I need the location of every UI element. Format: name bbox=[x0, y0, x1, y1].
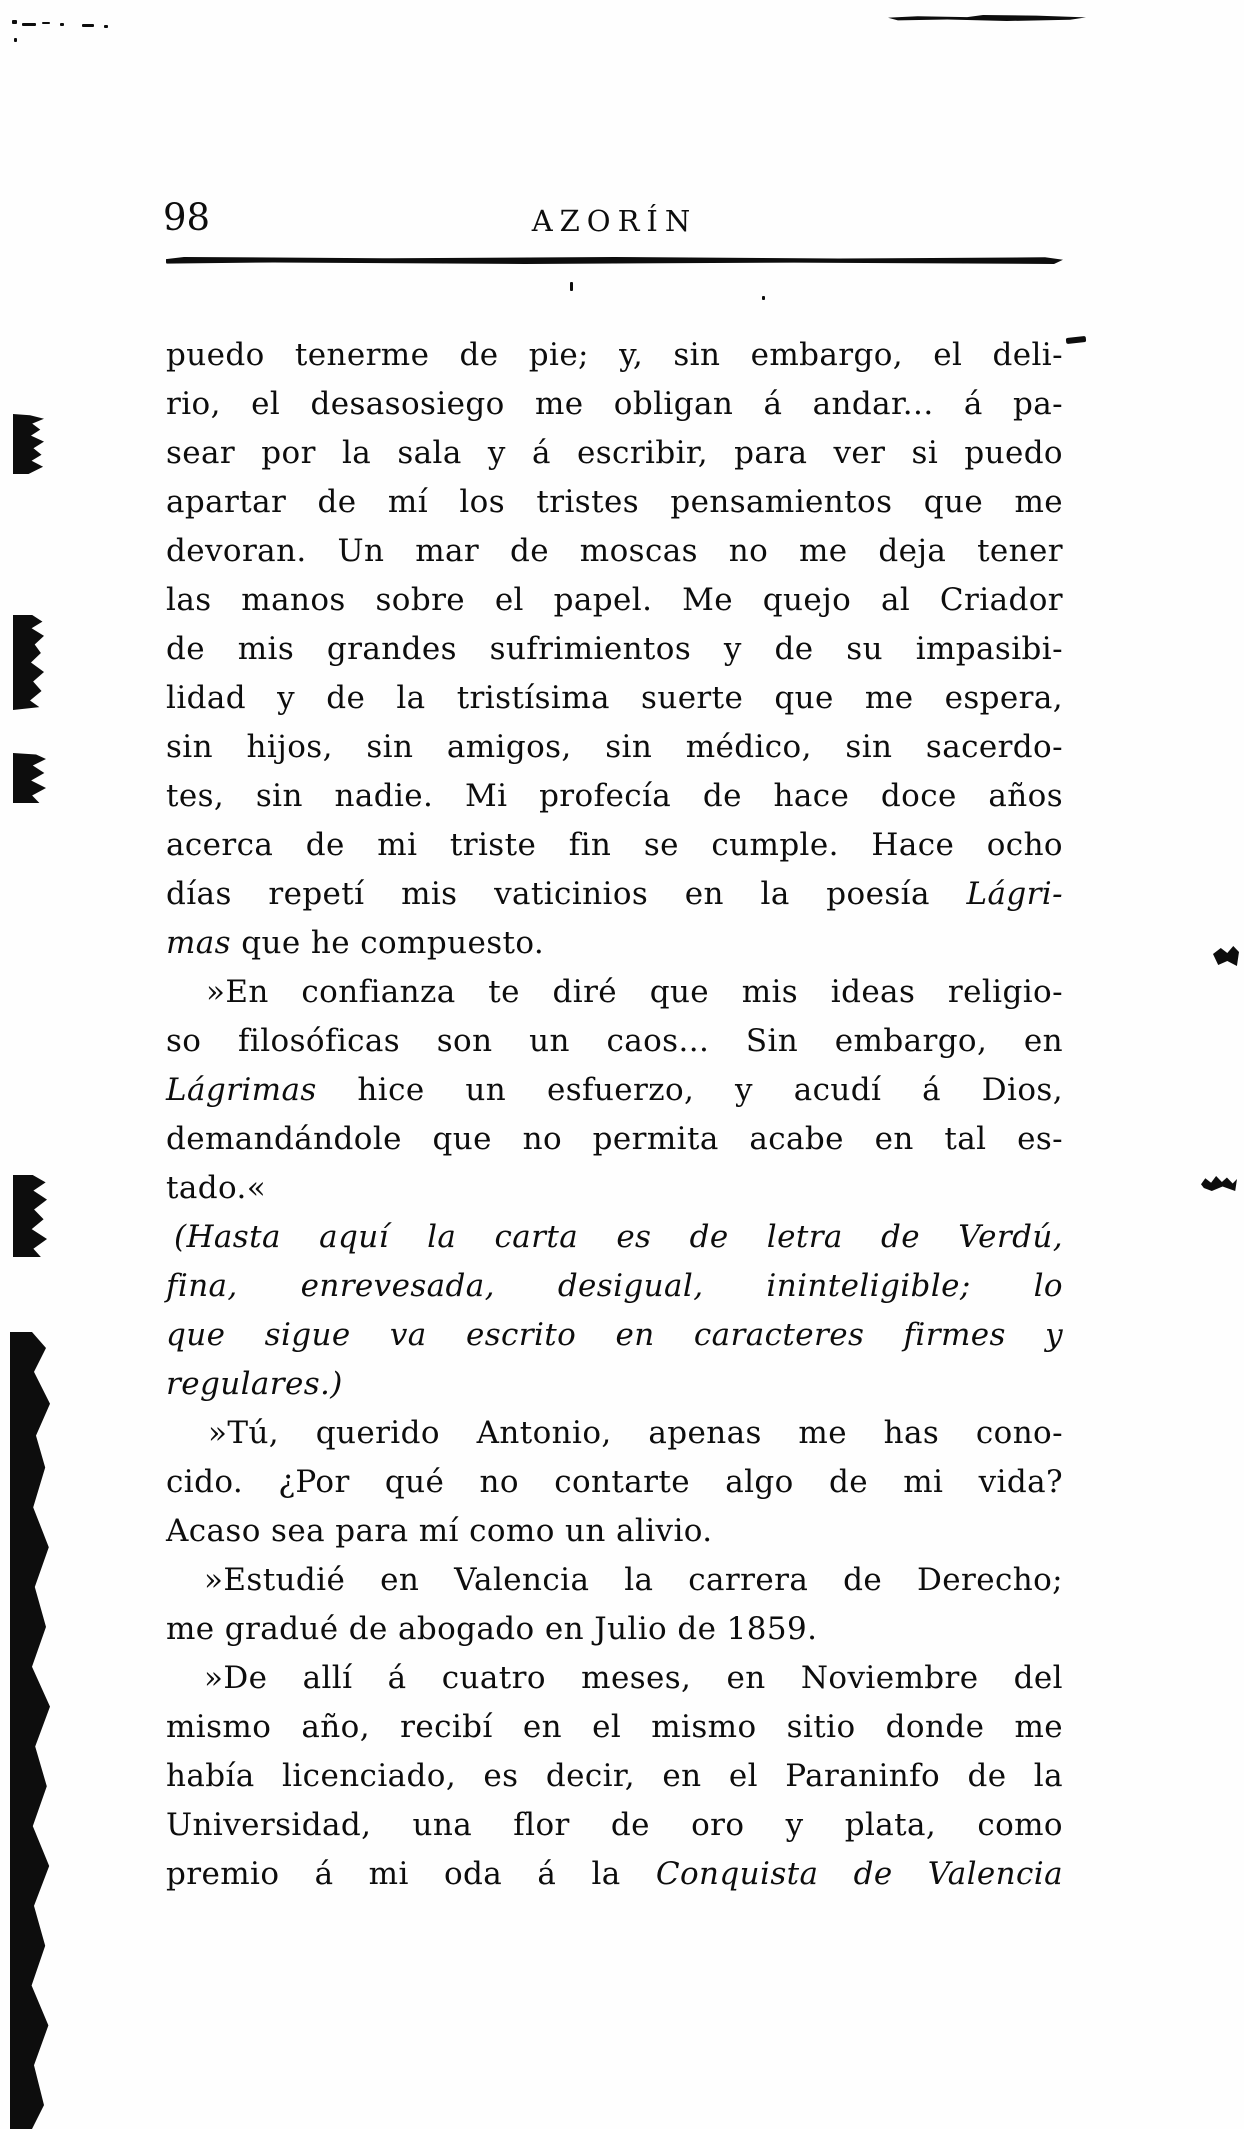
text-line: tes, sin nadie. Mi profecía de hace doce años bbox=[166, 778, 1063, 814]
page-number: 98 bbox=[163, 196, 211, 239]
ink-blob-left bbox=[13, 753, 46, 803]
top-right-scan-line bbox=[888, 15, 1086, 21]
text-line: so filosóficas son un caos... Sin embargo, en bbox=[166, 1023, 1063, 1059]
text-line: »Estudié en Valencia la carrera de Derecho; bbox=[204, 1562, 1063, 1598]
text-line: días repetí mis vaticinios en la poesía Lágri- bbox=[166, 876, 1063, 912]
text-line: fina, enrevesada, desigual, ininteligible; lo bbox=[166, 1268, 1063, 1304]
running-title: AZORÍN bbox=[531, 204, 698, 238]
text-line: devoran. Un mar de moscas no me deja tener bbox=[166, 533, 1063, 569]
text-line: me gradué de abogado en Julio de 1859. bbox=[166, 1611, 818, 1647]
scan-speck bbox=[570, 282, 573, 291]
text-line: (Hasta aquí la carta es de letra de Verdú, bbox=[174, 1219, 1063, 1255]
text-line: »En confianza te diré que mis ideas religio- bbox=[206, 974, 1063, 1010]
text-line: puedo tenerme de pie; y, sin embargo, el deli- bbox=[166, 337, 1063, 373]
text-line: sear por la sala y á escribir, para ver si puedo bbox=[166, 435, 1063, 471]
ink-blob-left bbox=[13, 615, 44, 710]
ink-blob-left bbox=[13, 414, 44, 474]
text-line: demandándole que no permita acabe en tal es- bbox=[166, 1121, 1063, 1157]
text-line: »Tú, querido Antonio, apenas me has cono- bbox=[208, 1415, 1063, 1451]
text-line: sin hijos, sin amigos, sin médico, sin sacerdo- bbox=[166, 729, 1063, 765]
header-rule bbox=[166, 257, 1063, 264]
text-line: tado.« bbox=[166, 1170, 267, 1206]
text-line: que sigue va escrito en caracteres firmes y bbox=[166, 1317, 1063, 1353]
text-line: había licenciado, es decir, en el Paraninfo de la bbox=[166, 1758, 1063, 1794]
text-line: rio, el desasosiego me obligan á andar... á pa- bbox=[166, 386, 1063, 422]
right-margin-mark bbox=[1201, 1176, 1237, 1191]
scan-speck bbox=[762, 296, 765, 300]
text-line: regulares.) bbox=[166, 1366, 343, 1402]
text-line: de mis grandes sufrimientos y de su impasibi- bbox=[166, 631, 1063, 667]
text-line: las manos sobre el papel. Me quejo al Criador bbox=[166, 582, 1063, 618]
ink-blob-left-band bbox=[10, 1332, 50, 2129]
right-margin-mark bbox=[1066, 336, 1087, 344]
text-line: cido. ¿Por qué no contarte algo de mi vida? bbox=[166, 1464, 1063, 1500]
text-line: Lágrimas hice un esfuerzo, y acudí á Dios, bbox=[166, 1072, 1063, 1108]
body-text bbox=[166, 331, 1063, 1899]
ink-blob-left bbox=[13, 1175, 47, 1257]
text-line: apartar de mí los tristes pensamientos que me bbox=[166, 484, 1063, 520]
text-line: acerca de mi triste fin se cumple. Hace ocho bbox=[166, 827, 1063, 863]
right-margin-mark bbox=[1213, 946, 1239, 966]
text-line: mismo año, recibí en el mismo sitio donde me bbox=[166, 1709, 1063, 1745]
text-line: »De allí á cuatro meses, en Noviembre del bbox=[204, 1660, 1063, 1696]
text-line: mas que he compuesto. bbox=[166, 925, 545, 961]
text-line: Acaso sea para mí como un alivio. bbox=[166, 1513, 713, 1549]
text-line: lidad y de la tristísima suerte que me espera, bbox=[166, 680, 1063, 716]
text-line: Universidad, una flor de oro y plata, como bbox=[166, 1807, 1063, 1843]
text-line: premio á mi oda á la Conquista de Valencia bbox=[166, 1856, 1063, 1892]
